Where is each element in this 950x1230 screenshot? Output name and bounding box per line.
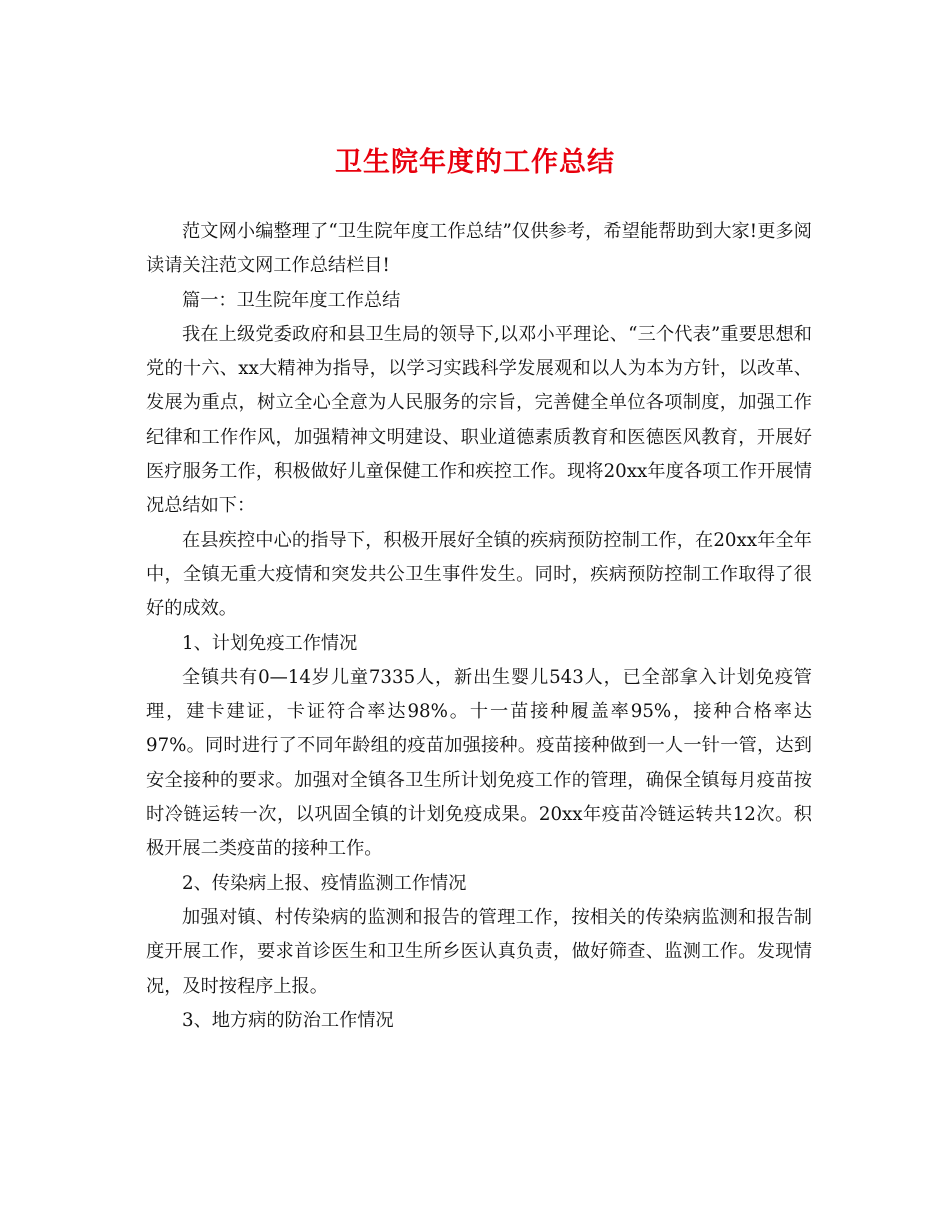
subheading-infectious-disease: 2、传染病上报、疫情监测工作情况 [182, 872, 467, 894]
intro-paragraph: 范文网小编整理了“卫生院年度工作总结”仅供参考，希望能帮助到大家!更多阅读请关注范文网工作总结栏目! [146, 221, 812, 277]
body-paragraph: 全镇共有0—14岁儿童7335人，新出生婴儿543人，已全部拿入计划免疫管理，建卡建证，卡证符合率达98%。十一苗接种履盖率95%，接种合格率达97%。同时进行了不同年龄组的疫苗加强接种。疫苗接种做到一人一针一管，达到安全接种的要求。加强对全镇各卫生所计划免疫工作的管理，确保全镇每月疫苗按时冷链运转一次，以巩固全镇的计划免疫成果。20xx年疫苗冷链运转共12次。积极开展二类疫苗的接种工作。 [146, 666, 812, 860]
section-heading-part-one: 篇一：卫生院年度工作总结 [182, 289, 401, 311]
body-paragraph: 我在上级党委政府和县卫生局的领导下,以邓小平理论、“三个代表”重要思想和党的十六、xx大精神为指导，以学习实践科学发展观和以人为本为方针，以改革、发展为重点，树立全心全意为人民服务的宗旨，完善健全单位各项制度，加强工作纪律和工作作风，加强精神文明建设、职业道德素质教育和医德医风教育，开展好医疗服务工作，积极做好儿童保健工作和疾控工作。现将20xx年度各项工作开展情况总结如下： [146, 323, 812, 517]
document-body [146, 215, 812, 1038]
body-paragraph: 加强对镇、村传染病的监测和报告的管理工作，按相关的传染病监测和报告制度开展工作，要求首诊医生和卫生所乡医认真负责，做好筛查、监测工作。发现情况，及时按程序上报。 [146, 906, 812, 997]
body-paragraph: 在县疾控中心的指导下，积极开展好全镇的疾病预防控制工作，在20xx年全年中，全镇无重大疫情和突发共公卫生事件发生。同时，疾病预防控制工作取得了很好的成效。 [146, 529, 812, 620]
document-title: 卫生院年度的工作总结 [335, 147, 615, 178]
subheading-endemic-disease: 3、地方病的防治工作情况 [182, 1009, 394, 1031]
subheading-immunization: 1、计划免疫工作情况 [182, 632, 358, 654]
